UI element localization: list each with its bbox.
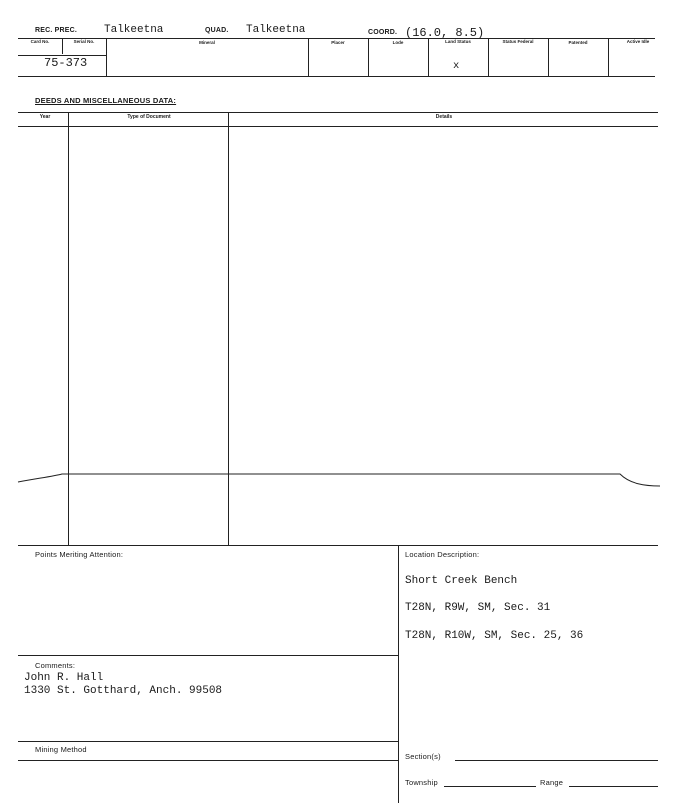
mining-method-bottom-line <box>18 760 398 761</box>
record-divider <box>308 38 309 76</box>
col-patented: Patented <box>568 40 588 45</box>
lower-center-divider <box>398 545 399 803</box>
range-blank <box>569 786 658 787</box>
col-lode: Lode <box>392 40 404 45</box>
coord-label: COORD. <box>368 29 398 36</box>
comments-line-1: John R. Hall <box>24 672 104 684</box>
coord-value: (16.0, 8.5) <box>405 26 485 40</box>
rec-prec-value: Talkeetna <box>104 24 164 36</box>
col-land-status: Land Status <box>445 39 471 44</box>
fold-line <box>0 466 678 496</box>
township-label: Township <box>405 778 438 787</box>
location-line-1: Short Creek Bench <box>405 575 518 587</box>
col-card-no: Card No. <box>30 39 50 44</box>
quad-label: QUAD. <box>205 27 229 34</box>
section-blank <box>455 760 658 761</box>
record-table-top-line <box>18 38 655 39</box>
deeds-header-bottom-line <box>18 126 658 127</box>
section-label: Section(s) <box>405 752 441 761</box>
col-placer: Placer <box>331 40 345 45</box>
record-divider <box>368 38 369 76</box>
record-divider <box>62 38 63 54</box>
location-line-2: T28N, R9W, SM, Sec. 31 <box>405 602 551 614</box>
card-number: 75-373 <box>44 56 88 70</box>
points-label: Points Meriting Attention: <box>35 550 124 559</box>
record-divider <box>106 38 107 76</box>
comments-label: Comments: <box>35 661 76 670</box>
record-divider <box>608 38 609 76</box>
deeds-section-title: DEEDS AND MISCELLANEOUS DATA: <box>35 96 177 105</box>
township-blank <box>444 786 536 787</box>
land-status-mark: x <box>453 60 460 72</box>
col-active-idle: Active Idle <box>626 39 650 44</box>
col-year: Year <box>39 114 51 120</box>
quad-value: Talkeetna <box>246 24 306 36</box>
col-serial-no: Serial No. <box>73 39 95 44</box>
col-type-of-document: Type of Document <box>127 114 171 120</box>
range-label: Range <box>540 778 564 787</box>
location-line-3: T28N, R10W, SM, Sec. 25, 36 <box>405 630 584 642</box>
record-divider <box>548 38 549 76</box>
location-label: Location Description: <box>405 550 480 559</box>
col-details: Details <box>435 114 453 120</box>
record-table-bottom-line <box>18 76 655 77</box>
comments-line-2: 1330 St. Gotthard, Anch. 99508 <box>24 685 223 697</box>
rec-prec-label: REC. PREC. <box>35 27 78 34</box>
col-status-federal: Status Federal <box>502 39 534 44</box>
deeds-bottom-line <box>18 545 658 546</box>
record-divider <box>428 38 429 76</box>
mining-method-label: Mining Method <box>35 745 87 754</box>
comments-top-line <box>18 655 398 656</box>
mining-method-top-line <box>18 741 398 742</box>
col-mineral: Mineral <box>199 40 215 45</box>
deeds-header-top-line <box>18 112 658 113</box>
record-divider <box>488 38 489 76</box>
